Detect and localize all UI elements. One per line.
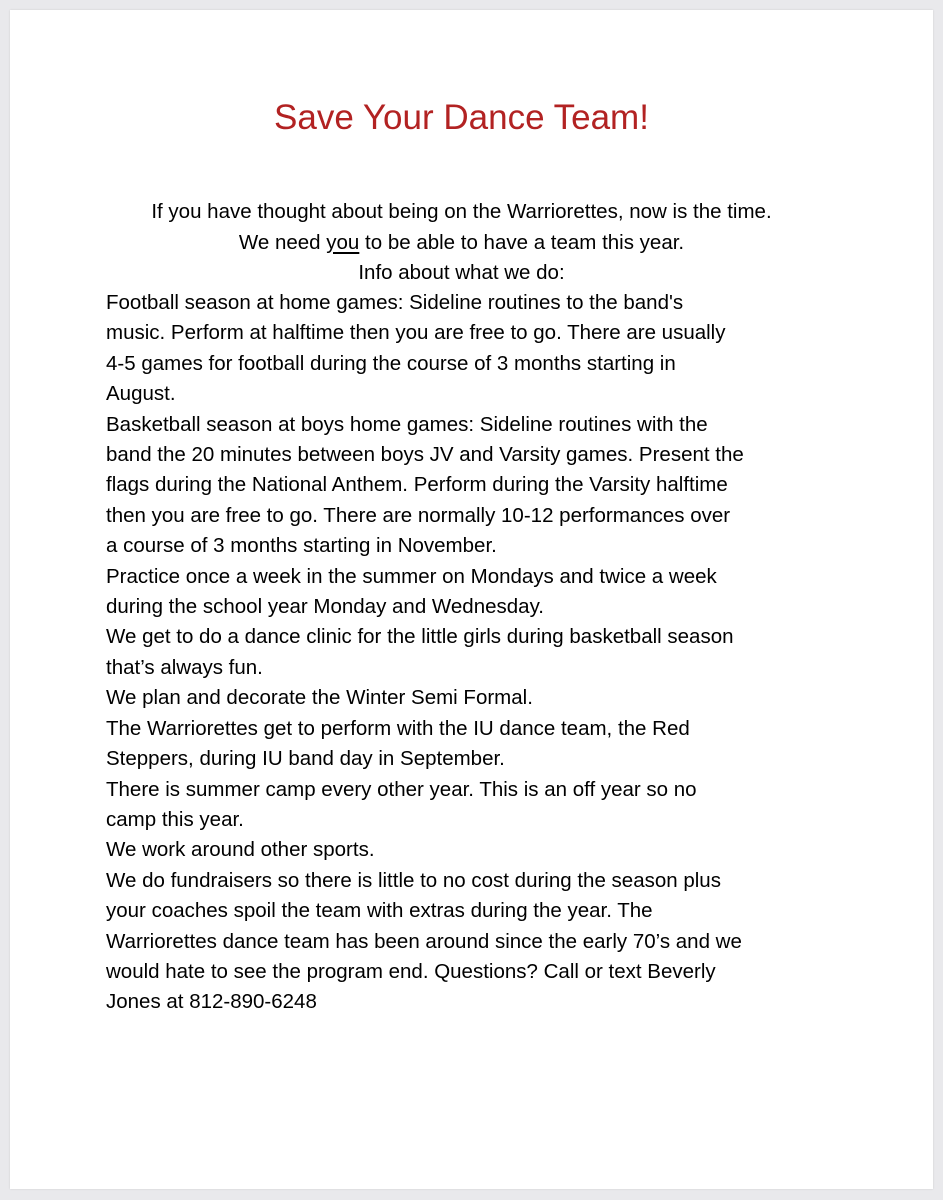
body-line: Jones at 812-890-6248 bbox=[106, 990, 317, 1014]
flyer-body bbox=[106, 288, 836, 1018]
body-line: The Warriorettes get to perform with the IU dance team, the Red bbox=[106, 716, 690, 740]
intro-line-2 bbox=[0, 228, 933, 259]
intro-emphasis: you bbox=[326, 230, 360, 254]
body-line: then you are free to go. There are normally 10-12 performances over bbox=[106, 503, 731, 527]
body-line: your coaches spoil the team with extras during the year. The bbox=[106, 899, 653, 923]
body-line: band the 20 minutes between boys JV and Varsity games. Present the bbox=[106, 443, 744, 467]
body-line: We do fundraisers so there is little to no cost during the season plus bbox=[106, 868, 721, 892]
body-line: flags during the National Anthem. Perform during the Varsity halftime bbox=[106, 473, 728, 497]
intro-line-3: Info about what we do: bbox=[358, 261, 565, 284]
intro-line-2-start: We need bbox=[238, 230, 327, 254]
body-line: that’s always fun. bbox=[106, 655, 263, 679]
intro-line-2-end: to be able to have a team this year. bbox=[359, 230, 685, 254]
body-line: 4-5 games for football during the course of 3 months starting in bbox=[106, 351, 676, 375]
body-line: would hate to see the program end. Questions? Call or text Beverly bbox=[106, 959, 716, 983]
body-line: We get to do a dance clinic for the little girls during basketball season bbox=[106, 625, 734, 649]
body-line: Warriorettes dance team has been around since the early 70’s and we bbox=[106, 929, 742, 953]
body-line: during the school year Monday and Wednesday. bbox=[106, 595, 544, 619]
body-line: camp this year. bbox=[106, 807, 244, 831]
flyer-title: Save Your Dance Team! bbox=[274, 98, 649, 137]
body-line: Steppers, during IU band day in September. bbox=[106, 747, 505, 771]
body-line: a course of 3 months starting in November. bbox=[106, 534, 497, 558]
body-line: Football season at home games: Sideline routines to the band's bbox=[106, 291, 684, 314]
body-line: August. bbox=[106, 382, 176, 406]
intro-line-1: If you have thought about being on the Warriorettes, now is the time. bbox=[151, 200, 772, 223]
body-line: There is summer camp every other year. This is an off year so no bbox=[106, 777, 697, 801]
body-line: music. Perform at halftime then you are free to go. There are usually bbox=[106, 321, 726, 345]
body-line: We work around other sports. bbox=[106, 838, 375, 862]
body-line: Practice once a week in the summer on Mondays and twice a week bbox=[106, 564, 717, 588]
intro-paragraph bbox=[0, 197, 933, 289]
body-line: Basketball season at boys home games: Sideline routines with the bbox=[106, 412, 708, 436]
body-line: We plan and decorate the Winter Semi Formal. bbox=[106, 686, 533, 710]
